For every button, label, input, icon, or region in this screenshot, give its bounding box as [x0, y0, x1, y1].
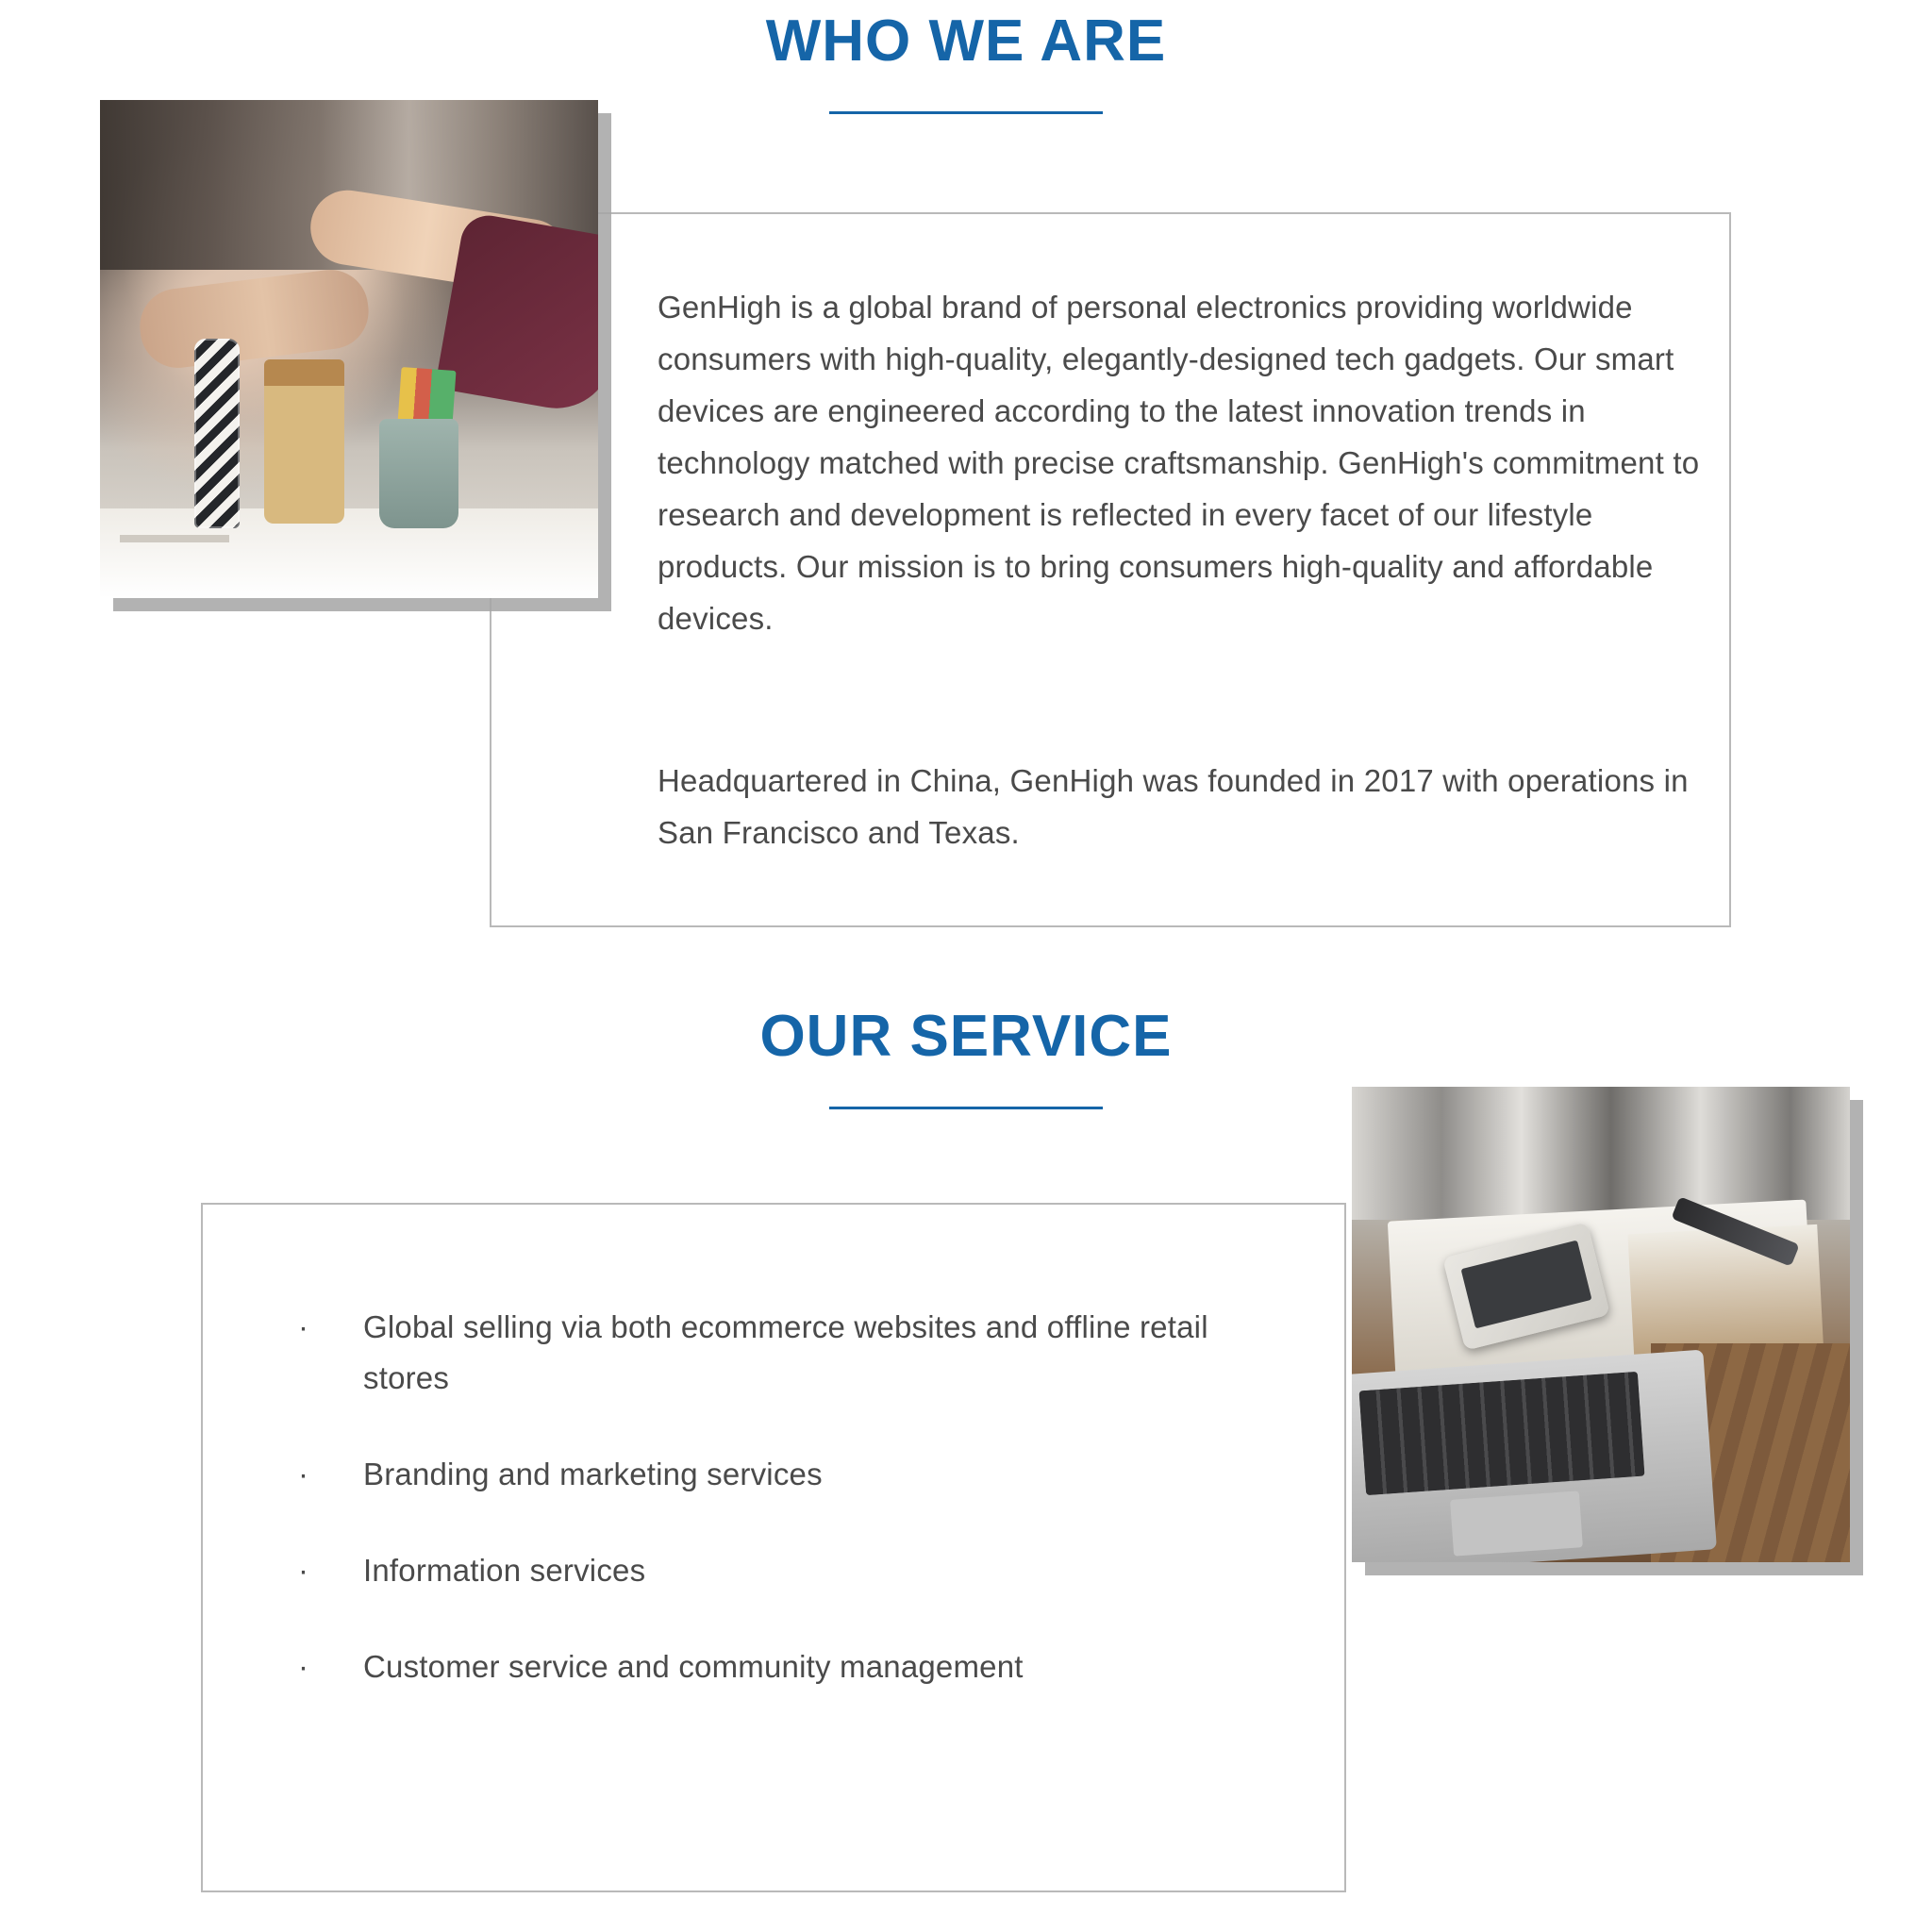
list-item [283, 1641, 1292, 1692]
list-item-label: Information services [363, 1553, 646, 1588]
our-service-heading: OUR SERVICE [759, 1004, 1173, 1069]
who-we-are-paragraph-2: Headquartered in China, GenHigh was founded in 2017 with operations in San Francisco and Texas. [658, 763, 1689, 850]
who-we-are-paragraph-1: GenHigh is a global brand of personal electronics providing worldwide consumers with high-quality, elegantly-designed tech gadgets. Our smart devices are engineered according to the latest innovation trends in technology matched with precise craftsmanship. GenHigh's commitment to research and development is reflected in every facet of our lifestyle products. Our mission is to bring consumers high-quality and affordable devices. [658, 290, 1700, 636]
list-item-label: Global selling via both ecommerce websites and offline retail stores [363, 1309, 1208, 1395]
bullet-marker: · [298, 1553, 309, 1588]
list-item [283, 1545, 1292, 1596]
who-we-are-heading-underline [829, 111, 1103, 114]
our-service-list [283, 1302, 1292, 1738]
list-item [283, 1302, 1292, 1404]
team-fist-bump-photo [100, 100, 598, 598]
list-item-label: Branding and marketing services [363, 1457, 823, 1491]
list-item [283, 1449, 1292, 1500]
bullet-marker: · [298, 1649, 309, 1684]
desk-laptop-phone-photo [1352, 1087, 1850, 1562]
bullet-marker: · [298, 1457, 309, 1491]
list-item-label: Customer service and community management [363, 1649, 1024, 1684]
our-service-heading-underline [829, 1107, 1103, 1109]
who-we-are-heading: WHO WE ARE [765, 8, 1167, 74]
bullet-marker: · [298, 1309, 309, 1344]
